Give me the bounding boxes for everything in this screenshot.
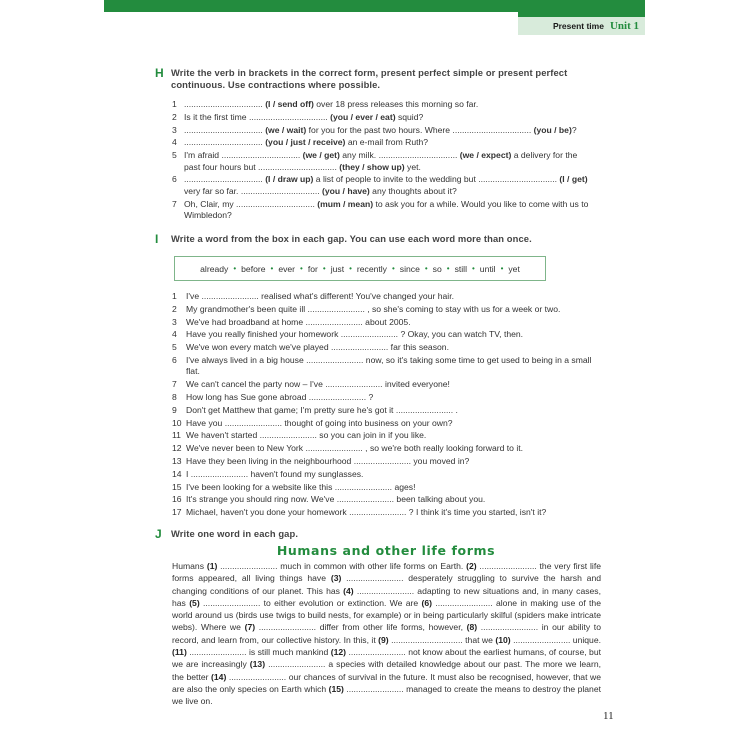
item-text: We've had broadband at home ........................ about 2005.	[186, 316, 411, 327]
item-text: Is it the first time ................................. (you / ever / eat) squid?	[184, 111, 424, 122]
item-text: I've always lived in a big house ........................ now, so it's taking some time to get used to being in a small flat.	[186, 354, 592, 377]
word-option: until	[479, 263, 496, 274]
item-number: 2	[172, 303, 177, 314]
exercise-i-item	[172, 494, 592, 506]
item-number: 7	[172, 198, 177, 209]
bullet-separator-icon: •	[322, 264, 326, 273]
passage-text: Humans (1) ........................ much in common with other life forms on Earth. (2) ........................ the very first life forms appeared, all living things have (3) ........................ desperately struggling to survive the harsh and changing conditions of our planet. This has (4) ........................ adapting to new situations and, in many cases, has (5) ........................ to either evolution or extinction. We are (6) ........................ alone in making use of the world around us (birds use twigs to build nests, for example) or in being particularly skilful (spiders make intricate webs). Where we (7) ........................ differ from other life forms, however, (8) ........................ in our ability to record, and learn from, our collective history. In this, it (9) .............................. that we (10) ........................ unique. (11) ........................ is still much mankind (12) ........................ not know about the earliest humans, of course, but we are increasingly (13) ........................ a species with detailed knowledge about our past. The more we learn, the better (14) ........................ our chances of survival in the future. It must also be recognised, however, that we are also the only species on Earth which (15) ........................ managed to create the means to destroy the planet we live on.	[172, 561, 602, 707]
exercise-h-item	[172, 150, 592, 173]
word-option: since	[399, 263, 420, 274]
exercise-h-item	[172, 137, 592, 149]
item-number: 4	[172, 329, 177, 340]
item-number: 3	[172, 124, 177, 135]
bullet-separator-icon: •	[349, 264, 352, 273]
item-number: 9	[172, 404, 177, 415]
page-number: 11	[603, 710, 614, 722]
item-number: 16	[172, 494, 182, 505]
item-text: ................................. (you / just / receive) an e-mail from Ruth?	[184, 137, 429, 148]
item-number: 1	[172, 291, 177, 301]
exercise-i-item	[172, 329, 592, 341]
section-title: Present time	[552, 21, 604, 31]
item-number: 2	[172, 111, 177, 122]
item-text: ................................. (we / wait) for you for the past two hours. Where ................................. (you / be)?	[184, 124, 577, 135]
word-box	[174, 256, 546, 281]
bullet-separator-icon: •	[446, 264, 450, 273]
item-text: Have you ........................ thought of going into business on your own?	[186, 417, 453, 428]
item-text: It's strange you should ring now. We've ........................ been talking about you.	[186, 494, 486, 505]
exercise-i-item	[172, 379, 592, 391]
exercise-h-instruction: Write the verb in brackets in the correct form, present perfect simple or present perfect continuous. Use contractions where possible.	[171, 67, 568, 90]
exercise-i-item	[172, 342, 592, 354]
item-number: 11	[172, 430, 181, 441]
exercise-i-item	[172, 482, 592, 494]
exercise-i-item	[172, 469, 592, 481]
exercise-i-instruction: Write a word from the box in each gap. You can use each word more than once.	[171, 233, 532, 244]
exercise-i-item	[172, 405, 592, 417]
exercise-i-item	[172, 507, 592, 519]
exercise-h-item	[172, 125, 592, 137]
exercise-i-item	[172, 430, 592, 442]
word-option: already	[200, 263, 229, 274]
item-text: Don't get Matthew that game; I'm pretty sure he's got it ........................ .	[186, 404, 458, 415]
item-number: 1	[172, 99, 177, 109]
exercise-h-item	[172, 199, 592, 222]
word-option: before	[241, 263, 266, 274]
exercise-i-items	[172, 291, 592, 520]
passage-title: Humans and other life forms	[276, 543, 496, 558]
item-text: We can't cancel the party now – I've ........................ invited everyone!	[186, 379, 450, 390]
bullet-separator-icon: •	[471, 264, 475, 273]
item-number: 3	[172, 316, 177, 327]
item-text: Have they been living in the neighbourhood ........................ you moved in?	[186, 456, 470, 467]
word-option: ever	[278, 263, 296, 274]
item-number: 5	[172, 150, 177, 161]
exercise-h-item	[172, 99, 592, 111]
exercise-i-item	[172, 392, 592, 404]
exercise-i-item	[172, 355, 592, 378]
item-text: Oh, Clair, my ................................. (mum / mean) to ask you for a while. Would you like to come with us to Wimbledon?	[184, 198, 589, 221]
exercise-i-item	[172, 443, 592, 455]
bullet-separator-icon: •	[300, 264, 303, 273]
exercise-j-letter: J	[155, 527, 162, 541]
item-text: We've won every match we've played ........................ far this season.	[186, 342, 449, 353]
item-number: 5	[172, 342, 177, 353]
word-option: for	[307, 263, 318, 274]
item-text: Michael, haven't you done your homework ........................ ? I think it's time you started, isn't it?	[186, 507, 547, 518]
exercise-h-item	[172, 112, 592, 124]
item-text: I've ........................ realised what's different! You've changed your hair.	[186, 291, 454, 301]
item-number: 13	[172, 456, 182, 467]
item-text: ................................. (I / send off) over 18 press releases this morning so far.	[184, 99, 479, 109]
exercise-i-letter: I	[155, 232, 159, 246]
item-number: 14	[172, 468, 182, 479]
item-number: 17	[172, 507, 182, 518]
item-text: We haven't started ........................ so you can join in if you like.	[186, 430, 427, 441]
item-number: 6	[172, 354, 177, 365]
exercise-i-item	[172, 317, 592, 329]
exercise-j-instruction: Write one word in each gap.	[171, 528, 299, 539]
item-text: I ........................ haven't found my sunglasses.	[186, 468, 364, 479]
item-text: I've been looking for a website like this ........................ ages!	[186, 481, 416, 492]
running-header	[518, 17, 645, 35]
exercise-h-items	[172, 99, 592, 223]
item-text: ................................. (I / draw up) a list of people to invite to the wedding but ................................. (I / get) very far so far. ................................. (you / have) any thoughts about it?	[184, 174, 588, 196]
exercise-h-item	[172, 174, 592, 197]
item-text: I'm afraid ................................. (we / get) any milk. ................................. (we / expect) a delivery for the past four hours but ................................. (they / show up) yet.	[184, 150, 578, 172]
bullet-separator-icon: •	[500, 264, 504, 273]
item-number: 6	[172, 174, 177, 185]
item-number: 4	[172, 137, 177, 148]
exercise-i-item	[172, 418, 592, 430]
bullet-separator-icon: •	[233, 264, 237, 273]
item-number: 10	[172, 417, 182, 428]
bullet-separator-icon: •	[270, 264, 274, 273]
bullet-separator-icon: •	[424, 264, 428, 273]
unit-label: Unit 1	[609, 20, 639, 32]
exercise-i-item	[172, 456, 592, 468]
item-number: 15	[172, 481, 182, 492]
item-text: My grandmother's been quite ill ........................ , so she's coming to stay with us for a week or two.	[186, 303, 561, 314]
exercise-i-item	[172, 304, 592, 316]
exercise-h-letter: H	[155, 66, 164, 80]
word-option: so	[432, 263, 442, 274]
bullet-separator-icon: •	[391, 264, 395, 273]
item-text: How long has Sue gone abroad ........................ ?	[186, 392, 374, 403]
item-number: 7	[172, 379, 177, 390]
word-option: yet	[508, 263, 520, 274]
exercise-i-item	[172, 291, 592, 303]
item-text: We've never been to New York ........................ , so we're both really looking forward to it.	[186, 443, 524, 454]
item-number: 12	[172, 443, 182, 454]
word-option: still	[454, 263, 467, 274]
word-option: recently	[356, 263, 387, 274]
word-option: just	[330, 263, 345, 274]
header-green-bar-tab	[518, 0, 645, 17]
item-number: 8	[172, 392, 177, 403]
item-text: Have you really finished your homework ........................ ? Okay, you can watch TV, then.	[186, 329, 524, 340]
